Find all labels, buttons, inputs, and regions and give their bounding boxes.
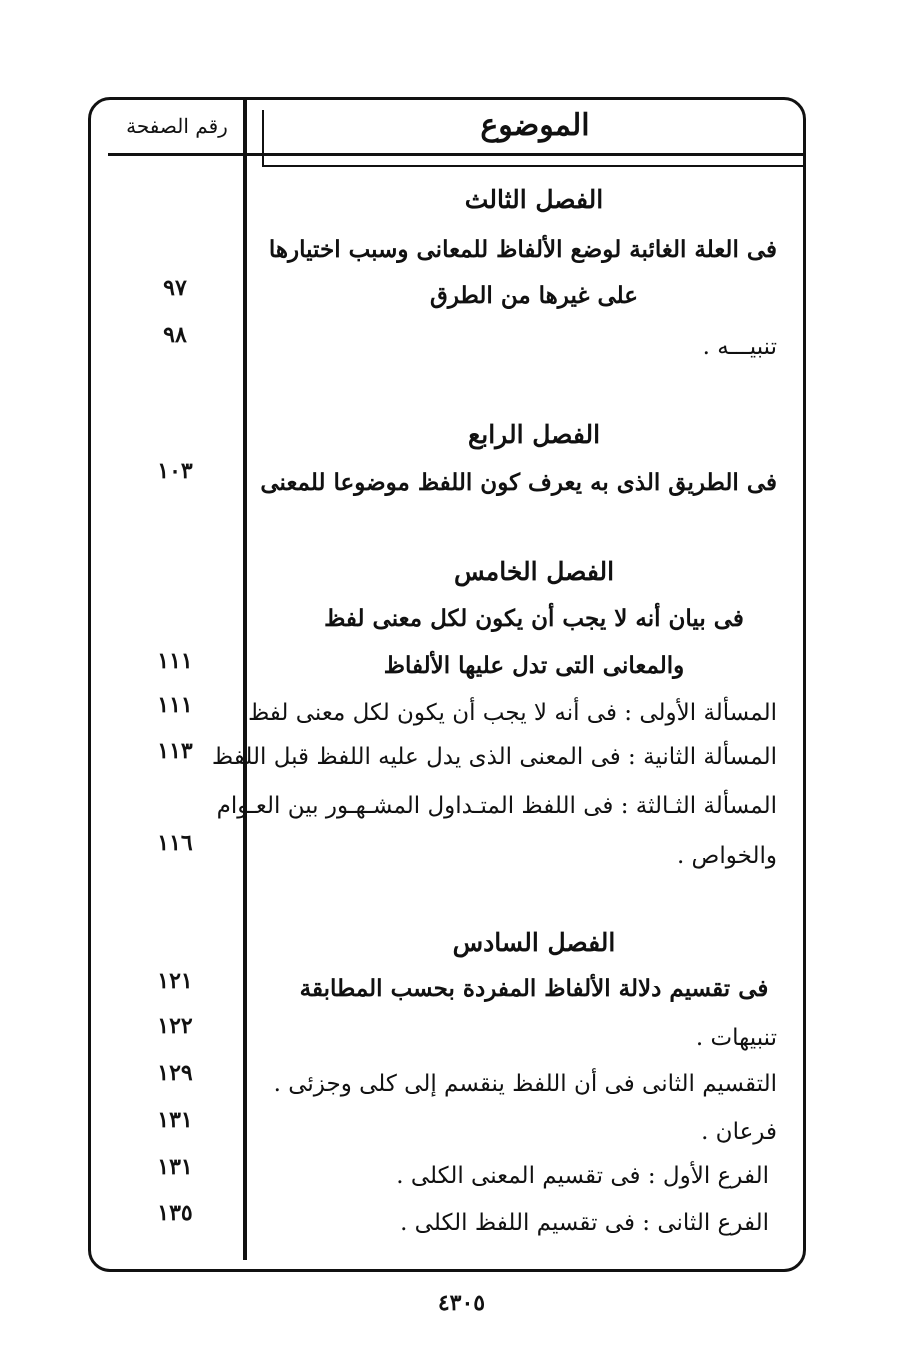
toc-item: الفرع الثانى : فى تقسيم اللفظ الكلى . <box>400 1210 769 1236</box>
page-number: ١١٦ <box>157 830 193 856</box>
column-divider <box>243 97 247 1260</box>
footer-page-number: ٤٣٠٥ <box>437 1290 486 1316</box>
page-number: ١١١ <box>157 692 193 718</box>
chapter-title: الفصل الثالث <box>464 185 604 214</box>
toc-item: والخواص . <box>676 843 777 869</box>
toc-item: فرعان . <box>701 1119 777 1145</box>
header-page-number: رقم الصفحة <box>126 114 228 138</box>
chapter-title: الفصل الخامس <box>453 557 615 586</box>
section-heading: والمعانى التى تدل عليها الألفاظ <box>383 652 685 679</box>
page-number: ١٠٣ <box>157 458 193 484</box>
page-number: ١٢٢ <box>157 1013 193 1039</box>
section-heading: فى بيان أنه لا يجب أن يكون لكل معنى لفظ <box>324 605 744 632</box>
section-heading: فى تقسيم دلالة الألفاظ المفردة بحسب المطابقة <box>299 975 769 1002</box>
page-number: ٩٧ <box>163 275 187 301</box>
page-number: ٩٨ <box>163 322 187 348</box>
toc-item: تنبيـــه . <box>702 334 777 360</box>
toc-item: المسألة الأولى : فى أنه لا يجب أن يكون لكل معنى لفظ <box>247 700 777 726</box>
page-number: ١٢١ <box>157 968 193 994</box>
toc-item: تنبيهات . <box>695 1025 777 1051</box>
page-number: ١٢٩ <box>157 1060 193 1086</box>
section-heading: على غيرها من الطرق <box>430 282 638 309</box>
section-heading: فى الطريق الذى به يعرف كون اللفظ موضوعا للمعنى <box>260 469 777 496</box>
toc-item: الفرع الأول : فى تقسيم المعنى الكلى . <box>396 1163 769 1189</box>
toc-item: المسألة الثانية : فى المعنى الذى يدل عليه اللفظ قبل اللفظ <box>211 744 777 770</box>
toc-item: المسألة الثـالثة : فى اللفظ المتـداول المشـهـور بين العـوام <box>216 793 777 819</box>
chapter-title: الفصل السادس <box>452 928 616 957</box>
page-number: ١٣٥ <box>157 1200 193 1226</box>
header-divider-inner <box>262 165 806 167</box>
page-number: ١١١ <box>157 648 193 674</box>
toc-item: التقسيم الثانى فى أن اللفظ ينقسم إلى كلى وجزئى . <box>273 1071 777 1097</box>
page-number: ١١٣ <box>157 738 193 764</box>
header-topic: الموضوع <box>480 108 590 143</box>
page-number: ١٣١ <box>157 1107 193 1133</box>
page-number: ١٣١ <box>157 1154 193 1180</box>
chapter-title: الفصل الرابع <box>467 420 601 449</box>
section-heading: فى العلة الغائبة لوضع الألفاظ للمعانى وسبب اختيارها <box>268 236 777 263</box>
header-divider <box>108 153 806 156</box>
